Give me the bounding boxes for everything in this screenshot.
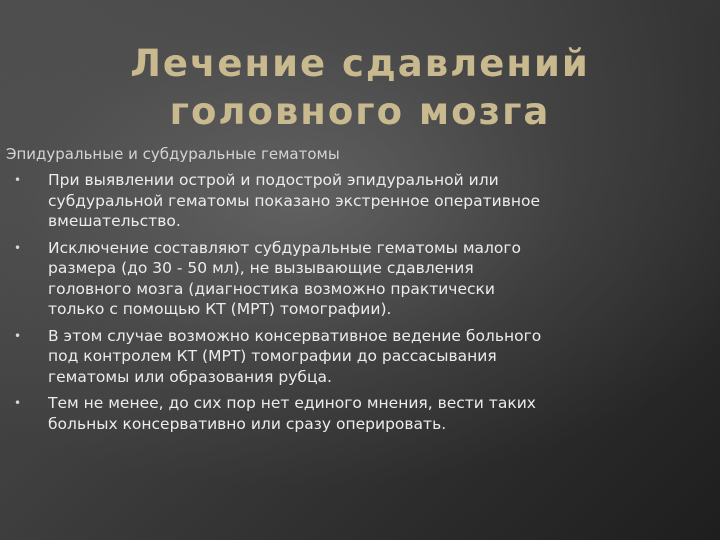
slide-title-line-1: Лечение сдавлений (130, 42, 590, 85)
bullet-line: Тем не менее, до сих пор нет единого мнения, вести таких (48, 394, 536, 412)
bullet-line: больных консервативно или сразу оперировать. (48, 414, 447, 433)
bullet-line: Исключение составляют субдуральные гематомы малого (48, 238, 522, 257)
slide-title-line-2: головного мозга (169, 90, 551, 133)
bullet-item (0, 393, 700, 434)
bullet-line: только с помощью КТ (МРТ) томографии). (48, 300, 392, 318)
slide-title (60, 40, 660, 136)
bullet-line: головного мозга (диагностика возможно практически (48, 279, 495, 298)
bullet-line: субдуральной гематомы показано экстренное оперативное (48, 191, 541, 210)
bullet-line: размера (до 30 - 50 мл), не вызывающие сдавления (48, 259, 474, 277)
slide-subtitle: Эпидуральные и субдуральные гематомы (6, 145, 340, 163)
bullet-line: вмешательство. (48, 212, 181, 230)
bullet-item (0, 170, 700, 232)
bullet-line: При выявлении острой и подострой эпидуральной или (48, 171, 499, 189)
bullet-dot-icon: • (14, 173, 22, 187)
bullet-line: под контролем КТ (МРТ) томографии до рассасывания (48, 347, 497, 365)
bullet-line: гематомы или образования рубца. (48, 367, 332, 386)
bullet-list (0, 170, 700, 440)
bullet-line: В этом случае возможно консервативное ведение больного (48, 326, 542, 345)
bullet-dot-icon: • (14, 396, 22, 410)
bullet-dot-icon: • (14, 328, 22, 343)
bullet-item (0, 238, 700, 320)
bullet-dot-icon: • (14, 240, 22, 255)
bullet-item (0, 326, 700, 388)
